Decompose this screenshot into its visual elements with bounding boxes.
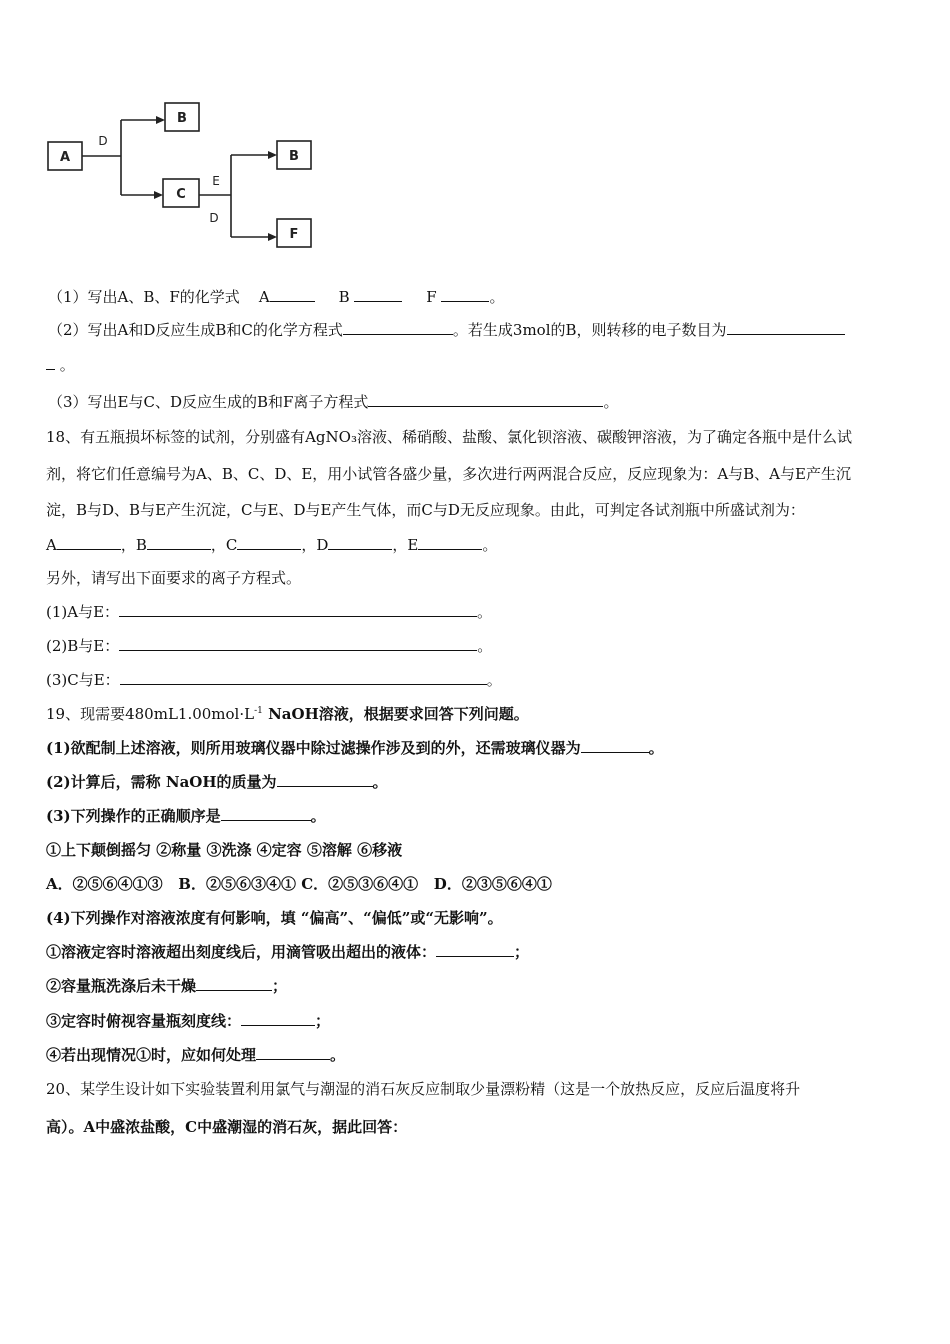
q19-case3: ③定容时俯视容量瓶刻度线： ；: [46, 1012, 331, 1030]
q19-case1: ①溶液定容时溶液超出刻度线后，用滴管吸出超出的液体： ；: [46, 943, 530, 961]
q17-part1: （1）写出A、B、F的化学式 A B F 。: [48, 288, 505, 306]
blank-ionic-be[interactable]: [119, 636, 477, 651]
q19-options: A．②⑤⑥④①③ B．②⑤⑥③④① C．②⑤③⑥④① D．②③⑤⑥④①: [46, 875, 552, 893]
blank-case2[interactable]: [196, 976, 272, 991]
arrowhead-b1: [156, 116, 165, 124]
arrowhead-f: [268, 233, 277, 241]
blank-formula-f[interactable]: [441, 287, 489, 302]
blank-glassware[interactable]: [581, 738, 649, 753]
q18-eq1: (1)A与E： 。: [46, 603, 493, 621]
node-b1-label: B: [177, 111, 187, 126]
q18-extra: 另外，请写出下面要求的离子方程式。: [46, 569, 302, 587]
q19-case4: ④若出现情况①时，应如何处理 。: [46, 1046, 346, 1064]
blank-ionic-equation-ecd[interactable]: [368, 392, 603, 407]
q17-part3: （3）写出E与C、D反应生成的B和F离子方程式 。: [48, 393, 619, 411]
blank-ionic-ae[interactable]: [119, 602, 477, 617]
node-a-label: A: [59, 150, 71, 165]
blank-reagent-b[interactable]: [147, 535, 211, 550]
q18-line3: 淀，B与D、B与E产生沉淀，C与E、D与E产生气体，而C与D无反应现象。由此，可判定各试剂瓶中所盛试剂为：: [46, 501, 805, 519]
edge-label-d2: D: [209, 211, 219, 225]
q18-line1: 18、有五瓶损坏标签的试剂，分别盛有AgNO₃溶液、稀硝酸、盐酸、氯化钡溶液、碳酸钾溶液，为了确定各瓶中是什么试: [46, 428, 852, 446]
blank-reagent-c[interactable]: [237, 535, 301, 550]
q20-line2: 高）。A中盛浓盐酸，C中盛潮湿的消石灰，据此回答：: [46, 1118, 408, 1136]
blank-case1[interactable]: [436, 942, 514, 957]
blank-case4[interactable]: [256, 1045, 330, 1060]
edge-a-trunk: [82, 120, 121, 195]
reaction-flow-diagram: [40, 95, 370, 255]
blank-electron-count-cont[interactable]: [46, 355, 55, 370]
blank-ionic-ce[interactable]: [120, 670, 487, 685]
blank-formula-a[interactable]: [270, 287, 315, 302]
q19-part2: (2)计算后，需称 NaOH的质量为 。: [46, 773, 388, 791]
blank-reagent-e[interactable]: [418, 535, 482, 550]
blank-reagent-a[interactable]: [57, 535, 121, 550]
blank-electron-count[interactable]: [727, 320, 845, 335]
q18-eq3: (3)C与E： 。: [46, 671, 502, 689]
node-f-label: F: [289, 227, 299, 242]
q19-part1: (1)欲配制上述溶液，则所用玻璃仪器中除过滤操作涉及到的外，还需玻璃仪器为 。: [46, 739, 664, 757]
q17-part2: （2）写出A和D反应生成B和C的化学方程式 。若生成3mol的B，则转移的电子数目为: [48, 320, 845, 340]
q19-part3: (3)下列操作的正确顺序是 。: [46, 807, 326, 825]
blank-naoh-mass[interactable]: [277, 772, 373, 787]
arrowhead-c: [154, 191, 163, 199]
node-b2-label: B: [289, 149, 299, 164]
edge-label-e: E: [212, 174, 220, 188]
q19-steps: ①上下颠倒摇匀 ②称量 ③洗涤 ④定容 ⑤溶解 ⑥移液: [46, 841, 403, 859]
q18-line2: 剂，将它们任意编号为A、B、C、D、E，用小试管各盛少量，多次进行两两混合反应，反应现象为：A与B、A与E产生沉: [46, 465, 851, 483]
q19-title: 19、现需要$480mL1.00mol\cdot L^{-1}$ NaOH溶液，根据要求回答下列问题。: [46, 705, 529, 723]
blank-order[interactable]: [221, 806, 311, 821]
blank-formula-b[interactable]: [354, 287, 402, 302]
blank-case3[interactable]: [241, 1011, 315, 1026]
blank-reagent-d[interactable]: [328, 535, 392, 550]
q19-case2: ②容量瓶洗涤后未干燥 ；: [46, 977, 288, 995]
q18-eq2: (2)B与E： 。: [46, 637, 493, 655]
q20-line1: 20、某学生设计如下实验装置利用氯气与潮湿的消石灰反应制取少量漂粉精（这是一个放热反应，反应后温度将升: [46, 1080, 801, 1098]
q19-part4: (4)下列操作对溶液浓度有何影响，填 “偏高”、“偏低”或“无影响”。: [46, 909, 503, 927]
arrowhead-b2: [268, 151, 277, 159]
q17-part2-cont: 。: [46, 355, 75, 375]
q18-answers: A ，B ，C ，D ，E 。: [46, 536, 498, 554]
node-c-label: C: [176, 187, 186, 202]
blank-equation-ad[interactable]: [343, 320, 453, 335]
edge-label-d1: D: [98, 134, 108, 148]
